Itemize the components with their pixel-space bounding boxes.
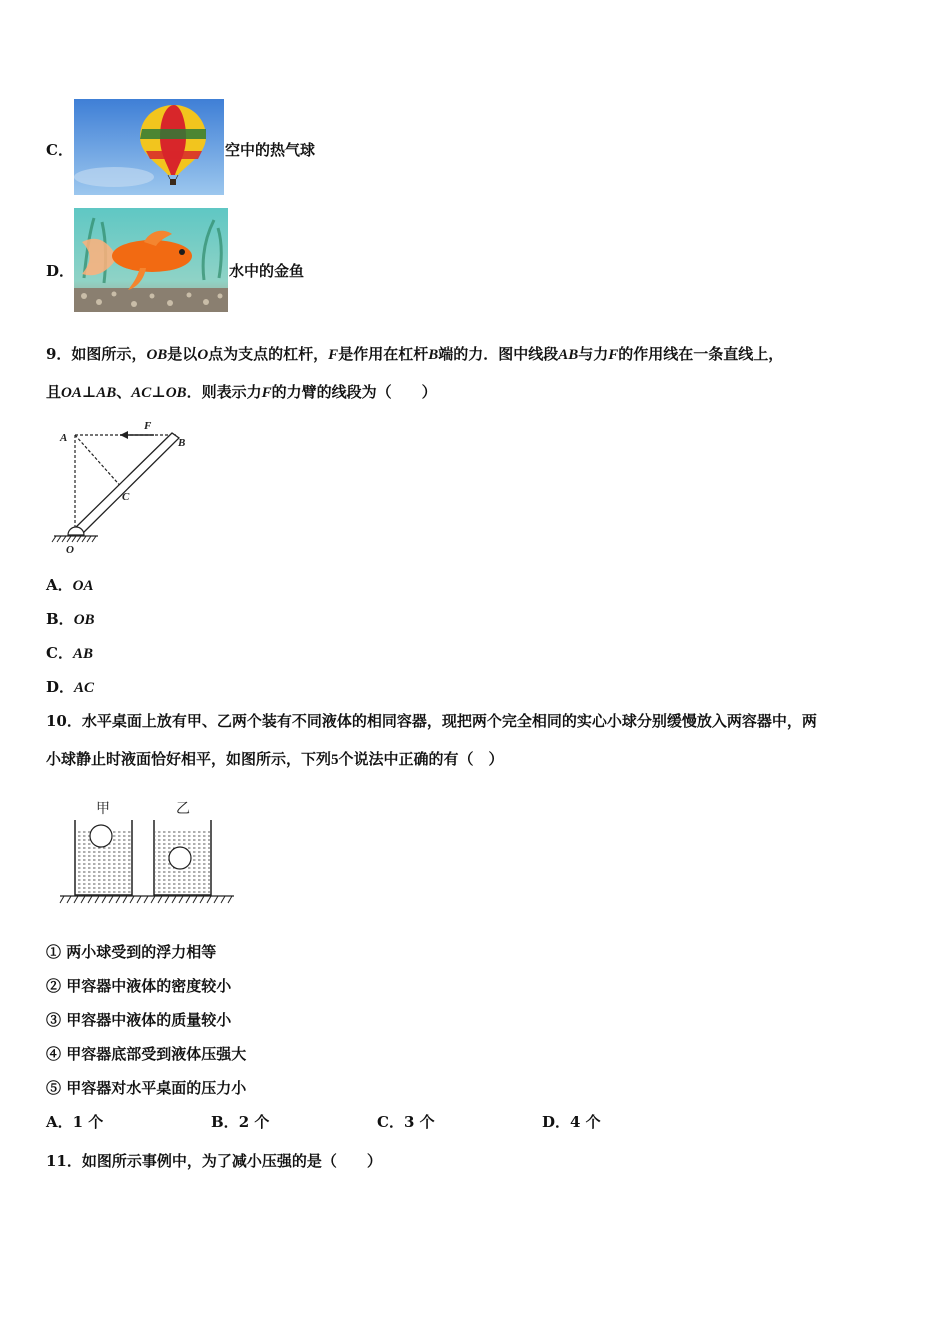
q10-option-a[interactable]: A．1 个	[46, 1113, 104, 1131]
q9-option-c[interactable]: C．AB	[46, 644, 93, 662]
question-10-line-2: 小球静止时液面恰好相平，如图所示，下列5个说法中正确的有（ ）	[46, 750, 504, 768]
statement-2: ② 甲容器中液体的密度较小	[46, 977, 232, 995]
question-10-line-1: 10．水平桌面上放有甲、乙两个装有不同液体的相同容器，现把两个完全相同的实心小球分别缓慢放入两容器中，两	[46, 712, 817, 730]
q9-option-b[interactable]: B．OB	[46, 610, 95, 628]
container-yi-label: 乙	[176, 801, 190, 817]
ball-yi	[169, 847, 191, 869]
q9-option-a[interactable]: A．OA	[46, 576, 94, 594]
lever-diagram	[48, 418, 198, 560]
force-arrow-head-icon	[120, 431, 128, 439]
q10-option-c[interactable]: C．3 个	[377, 1113, 435, 1131]
statement-3: ③ 甲容器中液体的质量较小	[46, 1011, 232, 1029]
question-9-line-1: 9．如图所示，OB是以O点为支点的杠杆，F是作用在杠杆B端的力．图中线段AB与力F的作用线在一条直线上，	[46, 345, 784, 363]
q10-option-d[interactable]: D．4 个	[542, 1113, 601, 1131]
hot-air-balloon-image	[74, 99, 224, 195]
option-d-label: D．	[46, 262, 75, 280]
label-f: F	[144, 420, 152, 432]
question-11: 11．如图所示事例中，为了减小压强的是（ ）	[46, 1152, 382, 1170]
q10-option-b[interactable]: B．2 个	[211, 1113, 270, 1131]
q9-option-d[interactable]: D．AC	[46, 678, 95, 696]
option-d-caption: 水中的金鱼	[229, 262, 305, 280]
question-9-line-2: 且OA⊥AB、AC⊥OB．则表示力F的力臂的线段为（ ）	[46, 383, 437, 401]
segment-ac	[75, 435, 124, 490]
statement-1: ① 两小球受到的浮力相等	[46, 943, 217, 961]
ball-jia	[90, 825, 112, 847]
statement-5: ⑤ 甲容器对水平桌面的压力小	[46, 1079, 247, 1097]
label-c: C	[122, 491, 130, 503]
lever-ob	[73, 433, 179, 535]
label-o: O	[66, 544, 74, 556]
option-c-caption: 空中的热气球	[225, 141, 316, 159]
option-c-label: C．	[46, 141, 73, 159]
statement-4: ④ 甲容器底部受到液体压强大	[46, 1045, 247, 1063]
label-a: A	[60, 432, 68, 444]
goldfish-image	[74, 208, 228, 312]
containers-diagram	[58, 798, 238, 908]
container-jia-label: 甲	[96, 801, 110, 817]
label-b: B	[178, 437, 186, 449]
